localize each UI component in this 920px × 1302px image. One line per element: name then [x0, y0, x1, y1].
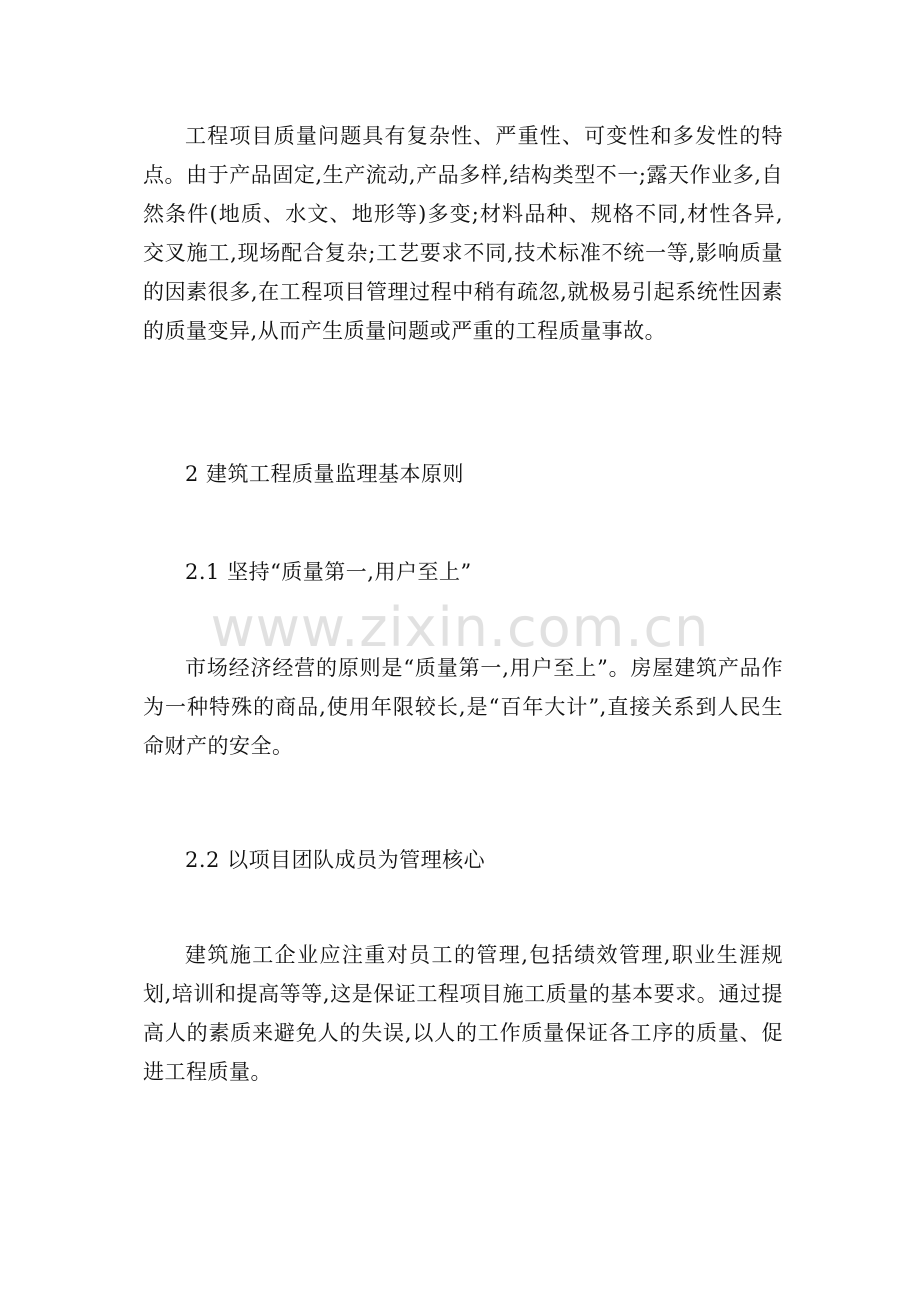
- paragraph-staff-management: 建筑施工企业应注重对员工的管理,包括绩效管理,职业生涯规划,培训和提高等等,这是保证工程项目施工质量的基本要求。通过提高人的素质来避免人的失误,以人的工作质量保证各工序的质量、促进工程质量。: [143, 943, 783, 1084]
- section-heading-2: 2 建筑工程质量监理基本原则: [185, 462, 465, 486]
- paragraph-quality-problems: 工程项目质量问题具有复杂性、严重性、可变性和多发性的特点。由于产品固定,生产流动,产品多样,结构类型不一;露天作业多,自然条件(地质、水文、地形等)多变;材料品种、规格不同,材性各异,交叉施工,现场配合复杂;工艺要求不同,技术标准不统一等,影响质量的因素很多,在工程项目管理过程中稍有疏忽,就极易引起系统性因素的质量变异,从而产生质量问题或严重的工程质量事故。: [143, 124, 783, 343]
- paragraph-market-principle: 市场经济经营的原则是“质量第一,用户至上”。房屋建筑产品作为一种特殊的商品,使用年限较长,是“百年大计”,直接关系到人民生命财产的安全。: [143, 656, 783, 758]
- subsection-heading-2-1: 2.1 坚持“质量第一,用户至上”: [185, 560, 472, 584]
- subsection-heading-2-2: 2.2 以项目团队成员为管理核心: [185, 848, 486, 872]
- watermark: www.zixin.com.cn: [210, 596, 710, 659]
